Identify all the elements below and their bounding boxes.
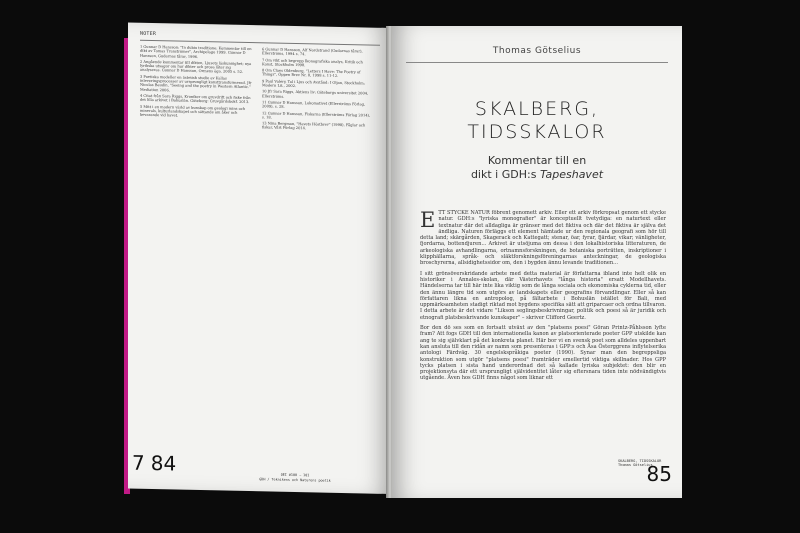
- title-line: TIDSSKALOR: [467, 121, 607, 143]
- article-author: Thomas Götselius: [492, 46, 582, 56]
- note: 3 Poetiska modeller en ästetisk studie av Kallas inleveringsprocesser av ursprungligt konsttransformerad. Jfr Nicolas Baudin, "Seeing and the poetry in Western Atlantic." Mediation 2006.: [140, 74, 252, 93]
- subtitle-line: Kommentar till en: [487, 154, 587, 167]
- title-line: SKALBERG,: [474, 98, 600, 120]
- notes-column-1: [140, 45, 252, 122]
- note: 2 Angående kommentar till dikten, Ljusets läskunnighet; nya lyrikska utsagor om hur dikter och prosa låter sig analyseras. Gunnar D Hansson, Ormens öga. 2005 s. 52.: [140, 59, 252, 75]
- footer-left: [240, 472, 350, 483]
- subtitle-line: [392, 168, 682, 182]
- note: 8 Om Claes Oldenburg, "Letters I Have: The Poetry of Things", Öppen Brev Nr. 8, 1998 s. 11-12.: [262, 68, 361, 79]
- footer-author: Thomas Götselius: [618, 463, 653, 468]
- article-body: [420, 210, 666, 386]
- body-paragraph: I sitt grönsöverskridande arbete med detta material är författarna ibland inte helt olik en historiker i Annales-skolan, där Västerhavets "långa historia" ersatt Modellhavets. Händelserna tar till här inte lika viktig som de långa sociala och ekonomiska cyklerna tid, eller den ännu längre tid som utgörs av landskapets eller geografins förvandlingar. Eller så kan författaren likna en antropolog, på fältarbete i Bohuslän istället för Bali, med uppmärksamheten stadigt riktad mot bygdens specifika sätt att griparcaer och ordna tillvaron. I detta arbete är det vidare "Likson seglingsbeskrivningar, politik och poesi så är juridik och etnografi platsbeskrivande kunskaper" – skriver Clifford Geertz.: [420, 270, 666, 321]
- note: 5 Mitt i en modern värld av kunskap om geologi mins och minerals, kulturlandskapet och sättande om åker och bevarande vid havet.: [140, 104, 246, 118]
- note: 1 Gunnar D Hansson: "In dubio traditione: Kommentar till en dikt av Tomas Tranströmer", Archipelago 1999. Gunnar D Hansson, Gudarnas tårar, 1996.: [140, 44, 252, 59]
- body-paragraph: [420, 210, 666, 267]
- footer-line: OEI #100 – 101: [280, 473, 310, 478]
- right-page: [392, 26, 682, 498]
- note: 11 Gunnar D Hansson, Lokomotivet (Ellerströms Förlag, 2009), s. 28.: [262, 100, 366, 110]
- running-header: NOTER: [140, 30, 157, 38]
- note: 4 Citat från Sara Riggs, Kroniker om gruvdrift och fiske från det lilla arkivet i Bohuslän. Göteborg: Gruvgårdsbokf. 2013.: [140, 93, 251, 105]
- author-rule: [406, 62, 668, 63]
- notes-column-2: [262, 47, 374, 134]
- page-folio-left: [132, 451, 176, 476]
- note: 9 Paul Valéry, Tal i Ljus och Avstånd: I Oljan, Stockholm: Modern Lit., 2002.: [262, 79, 365, 89]
- note: 7 Om vikt och begrepp Ikonografiska analys, Kritik och Konst, Stockholm 1998.: [262, 57, 363, 68]
- left-page: [128, 23, 390, 494]
- drop-cap: E: [420, 208, 436, 232]
- note: 12 Gunnar D Hansson, Fiskarna (Ellerströms Förlag 2014), s. 18.: [262, 110, 371, 120]
- page-number: 84: [150, 450, 177, 476]
- footer-line: GDH / Teknikens och Naturens poetik: [259, 476, 331, 483]
- note: 10 Jfr Sara Riggs, Aktiens liv: Göteborgs universitet 2004, Ellerströms.: [262, 89, 369, 99]
- footer-title: SKALBERG, TIDSSKALOR: [618, 458, 662, 463]
- body-paragraph: Bor den dö ses som en fortsatt utväxt av den "platsens poesi" Göran Printz-Påhlsson lyfte fram? Att fogs GDH till den internationella kanon av platsorienterade poeter GPP utskilde kan ang te sig självklart på det konkreta planet. Här bor vi en svensk poet som alldeles uppenbart kan ansluta till den ridån av namn som presenteras i GPP:s och Åsa Österggrens inflytelserika antologi Färdväg. 30 engelskspråkiga poeter (1990). Synar man den begreppsliga konstruktion som utgör "platsens poesi" framträder emellertid viktiga skillnader. Hos GPP tycks platsen i sista hand underordnad det så kallade lyriska subjektet: den blir en projektionsyta där ett ursprungligt självidentitet låter sig eftersnara tiden inte nödvändigtvis utgående. Även hos GDH finns något som liknar ett: [420, 325, 666, 382]
- paragraph-text: TT STYCKE NATUR föbrent genomett arkiv. Eller ett arkiv förkropsat genom ett stycke natur. GDH:s "lyriska monografier" är konceptuellt tvetydiga: en naturtext eller textnatur där det alldagliga är gränser med det fiktiva och där det fiktiva är själva det ändliga. Naturen förläggs ett element hämtade ur den regionala geografi som hör till detta land; skärgården, Skagerack och Kattegatt; stenar, öar, fyrar, fjärdar, vikar; vänligheter, fjordarna, bottendjuren... Arkivet är utsöjuma om dessa i den lokalhistoriska litteraturen, de arkeologiska avhandlingarna, ortnamnsforskningen, de botaniska porträtten, inskriptioner i klipphällarna, språk- och släktforskningsföreningarnas anteckningar, de geologiska broschyrerna, allsidighetssidor om, den i bygden ännu levande traditionen...: [420, 210, 666, 267]
- note: 13 Nina Bergman, "Havets Höstbrev" (1998), Fåglar och fiskar, Vårt Förlag 2014.: [262, 121, 366, 131]
- subtitle-text: dikt i GDH:s: [470, 168, 540, 181]
- page-folio-right: 85: [646, 462, 672, 486]
- article-title: [392, 98, 682, 144]
- section-number: 7: [132, 450, 145, 475]
- article-subtitle: [392, 154, 682, 182]
- subtitle-emphasis: Tapeshavet: [539, 168, 604, 181]
- note: 6 Gunnar D Hansson, Alf Nordstrand (Gudarnas tårar), Ellerströms, 1994 s. 74.: [262, 47, 363, 57]
